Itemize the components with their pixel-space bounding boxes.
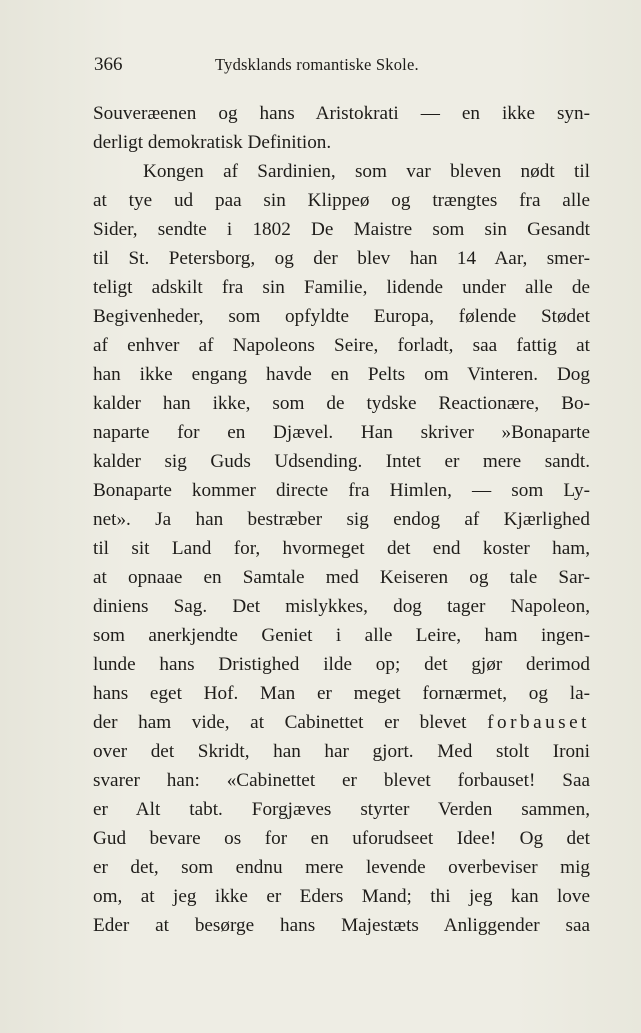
text-line-content: Eder at besørge hans Majestæts Anliggender saa [93,915,590,936]
text-line-content: Gud bevare os for en uforudseet Idee! Og det [93,828,590,849]
text-line [93,737,590,766]
text-line [93,679,590,708]
text-line-content: kalder han ikke, som de tydske Reactionære, Bo- [93,393,590,414]
text-line-content: hans eget Hof. Man er meget fornærmet, og la- [93,683,590,704]
text-line [93,244,590,273]
text-line-content: til St. Petersborg, og der blev han 14 Aar, smer- [93,248,590,269]
text-line [93,302,590,331]
text-line [93,911,590,940]
text-line [93,650,590,679]
text-line-content: net». Ja han bestræber sig endog af Kjærlighed [93,509,590,530]
text-line-content: Begivenheder, som opfyldte Europa, følende Stødet [93,306,590,327]
text-line [93,708,590,737]
text-line [93,447,590,476]
text-line [93,766,590,795]
text-line [93,882,590,911]
text-line [93,186,590,215]
text-line-content: at opnaae en Samtale med Keiseren og tale Sar- [93,567,590,588]
text-line-content: om, at jeg ikke er Eders Mand; thi jeg kan love [93,886,590,907]
body-text [93,99,590,940]
text-line-content: er Alt tabt. Forgjæves styrter Verden sammen, [93,799,590,820]
text-line-content: Souveræenen og hans Aristokrati — en ikke syn- [93,103,590,124]
text-line [93,99,590,128]
text-line-content: kalder sig Guds Udsending. Intet er mere sandt. [93,451,590,472]
emphasized-word: forbauset [487,712,591,733]
text-line-content: Bonaparte kommer directe fra Himlen, — som Ly- [93,480,590,501]
text-line [93,505,590,534]
text-line-content: derligt demokratisk Definition. [93,132,332,153]
text-line-content: Sider, sendte i 1802 De Maistre som sin Gesandt [93,219,590,240]
text-line-content: han ikke engang havde en Pelts om Vinteren. Dog [93,364,590,385]
text-line [93,157,590,186]
text-line [93,592,590,621]
text-line-content: som anerkjendte Geniet i alle Leire, ham ingen- [93,625,590,646]
running-title: Tydsklands romantiske Skole. [215,55,419,74]
text-line [93,476,590,505]
page-number: 366 [94,54,123,75]
text-line-content: naparte for en Djævel. Han skriver »Bonaparte [93,422,590,443]
text-line-content: lunde hans Dristighed ilde op; det gjør derimod [93,654,590,675]
text-line [93,563,590,592]
text-line [93,621,590,650]
text-line [93,360,590,389]
text-line [93,389,590,418]
text-line [93,215,590,244]
text-line-content: diniens Sag. Det mislykkes, dog tager Napoleon, [93,596,590,617]
text-line-content: er det, som endnu mere levende overbeviser mig [93,857,590,878]
text-line-content: der ham vide, at Cabinettet er blevet [93,712,467,733]
text-line-content: svarer han: «Cabinettet er blevet forbauset! Saa [93,770,590,791]
text-line-content: af enhver af Napoleons Seire, forladt, saa fattig at [93,335,590,356]
text-line [93,853,590,882]
text-line-content: over det Skridt, han har gjort. Med stolt Ironi [93,741,590,762]
text-line [93,128,590,157]
text-line-content: til sit Land for, hvormeget det end koster ham, [93,538,590,559]
text-line-content: teligt adskilt fra sin Familie, lidende under alle de [93,277,590,298]
text-line-content: Kongen af Sardinien, som var bleven nødt til [143,161,590,182]
text-line [93,418,590,447]
page-header [94,54,494,80]
text-line-content: at tye ud paa sin Klippeø og trængtes fra alle [93,190,590,211]
text-line [93,331,590,360]
text-line [93,824,590,853]
text-line [93,534,590,563]
text-line [93,795,590,824]
text-line [93,273,590,302]
